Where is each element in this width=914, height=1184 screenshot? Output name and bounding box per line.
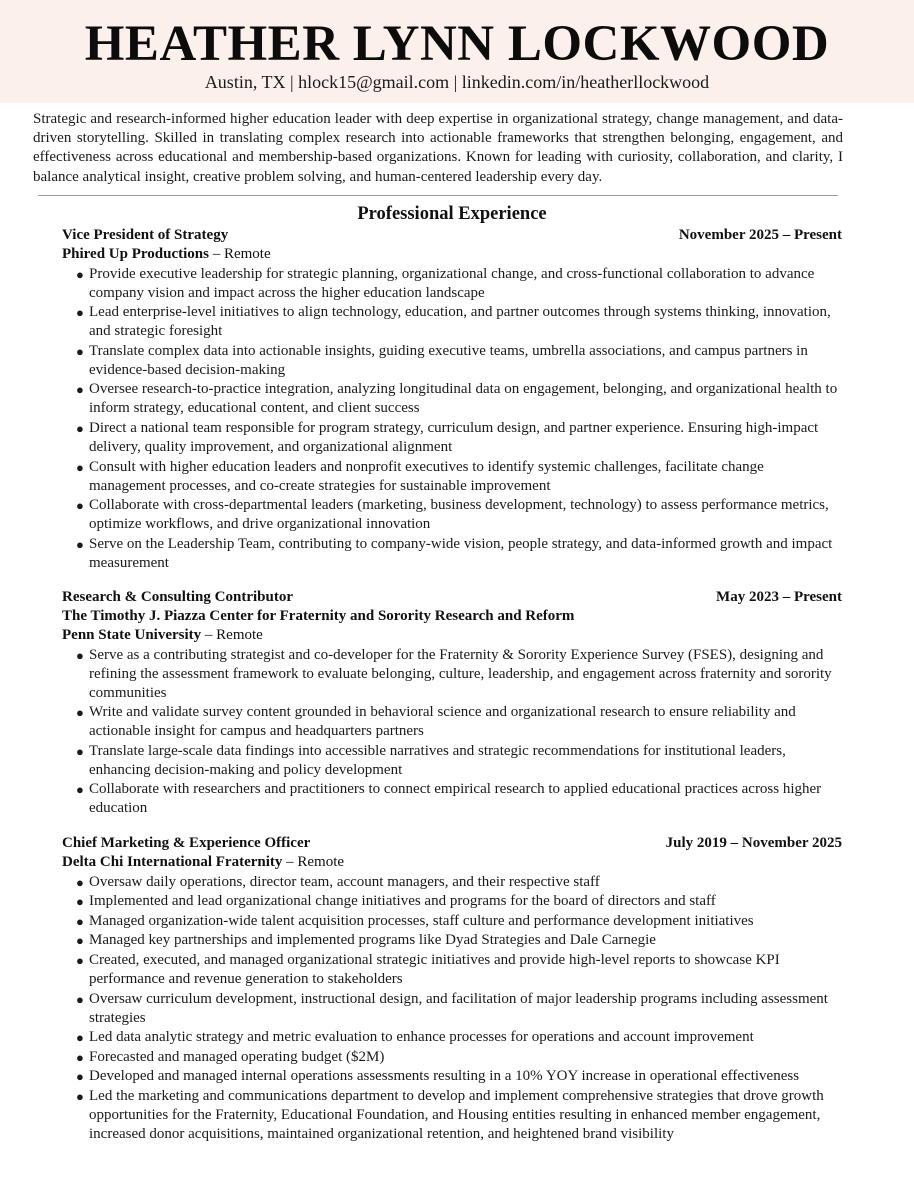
bullet-dot: ● bbox=[76, 952, 84, 968]
list-item: ● Developed and managed internal operations assessments resulting in a 10% YOY increase in operational effectiveness bbox=[76, 1068, 800, 1085]
list-item: ● Managed key partnerships and implemented programs like Dyad Strategies and Dale Carnegie bbox=[76, 932, 656, 949]
work-location: – Remote bbox=[282, 854, 345, 870]
bullet-dot: ● bbox=[76, 782, 84, 798]
list-item: ● Serve as a contributing strategist and co-developer for the Fraternity & Sorority Experience Survey (FSES), designing and refining the assessment framework to evaluate belonging, culture, leadership, and engagement across fraternity and sorority communities bbox=[76, 646, 832, 701]
list-item: ● Consult with higher education leaders and nonprofit executives to identify systemic challenges, facilitate change management processes, and co-create strategies for sustainable improvement bbox=[76, 458, 764, 494]
list-item: ● Implemented and lead organizational change initiatives and programs for the board of directors and staff bbox=[76, 893, 716, 910]
bullet-dot: ● bbox=[76, 705, 84, 721]
job-header bbox=[62, 834, 842, 853]
bullet-dot: ● bbox=[76, 894, 84, 910]
job-entry bbox=[62, 588, 842, 818]
bullet-dot: ● bbox=[76, 498, 84, 514]
job-header bbox=[62, 588, 842, 607]
bullet-dot: ● bbox=[76, 1049, 84, 1065]
bullet-dot: ● bbox=[76, 305, 84, 321]
bullet-dot: ● bbox=[76, 420, 84, 436]
bullet-dot: ● bbox=[76, 266, 84, 282]
job-entry bbox=[62, 834, 842, 1144]
list-item: ● Translate large-scale data findings into accessible narratives and strategic recommendations for institutional leaders, enhancing decision-making and policy development bbox=[76, 742, 786, 778]
candidate-name: HEATHER LYNN LOCKWOOD bbox=[84, 16, 830, 72]
list-item: ● Provide executive leadership for strategic planning, organizational change, and cross-functional collaboration to advance company vision and impact across the higher education landscape bbox=[76, 265, 815, 301]
org-line bbox=[62, 245, 842, 264]
bullet-dot: ● bbox=[76, 1030, 84, 1046]
list-item: ● Direct a national team responsible for program strategy, curriculum design, and partner experience. Ensuring high-impact delivery, quality improvement, and organizational alignment bbox=[76, 419, 819, 455]
bullet-dot: ● bbox=[76, 343, 84, 359]
job-title: Research & Consulting Contributor bbox=[62, 589, 293, 605]
bullet-dot: ● bbox=[76, 991, 84, 1007]
job-dates: July 2019 – November 2025 bbox=[665, 835, 842, 851]
job-entry bbox=[62, 226, 842, 573]
bullet-dot: ● bbox=[76, 913, 84, 929]
list-item: ● Oversee research-to-practice integration, analyzing longitudinal data on engagement, belonging, and organizational health to inform strategy, educational content, and client success bbox=[76, 381, 838, 417]
list-item: ● Led the marketing and communications department to develop and implement comprehensive strategies that drove growth opportunities for the Fraternity, Educational Foundation, and Housing entities resulting in enhanced member engagement, increased donor acquisitions, maintained organizational retention, and heightened brand visibility bbox=[76, 1087, 824, 1142]
list-item: ● Oversaw curriculum development, instructional design, and facilitation of major leadership programs including assessment strategies bbox=[76, 990, 828, 1026]
bullet-dot: ● bbox=[76, 1069, 84, 1085]
list-item: ● Translate complex data into actionable insights, guiding executive teams, umbrella associations, and campus partners in evidence-based decision-making bbox=[76, 342, 808, 378]
job-title: Vice President of Strategy bbox=[62, 227, 229, 243]
bullet-dot: ● bbox=[76, 382, 84, 398]
bullet-list bbox=[62, 646, 842, 819]
list-item: ● Write and validate survey content grounded in behavioral science and organizational research to ensure reliability and actionable insight for campus and headquarters partners bbox=[76, 704, 796, 740]
work-location: – Remote bbox=[208, 246, 271, 262]
list-item: ● Forecasted and managed operating budget ($2M) bbox=[76, 1048, 385, 1065]
bullet-dot: ● bbox=[76, 933, 84, 949]
bullet-dot: ● bbox=[76, 874, 84, 890]
bullet-list bbox=[62, 873, 842, 1144]
bullet-dot: ● bbox=[76, 459, 84, 475]
divider bbox=[38, 195, 838, 196]
org-name: The Timothy J. Piazza Center for Fraternity and Sorority Research and Reform bbox=[62, 608, 575, 624]
list-item: ● Lead enterprise-level initiatives to align technology, education, and partner outcomes through systems thinking, innovation, and strategic foresight bbox=[76, 304, 831, 340]
list-item: ● Collaborate with cross-departmental leaders (marketing, business development, technology) to assess performance metrics, optimize workflows, and drive organizational innovation bbox=[76, 497, 829, 533]
org-line bbox=[62, 626, 842, 645]
list-item: ● Led data analytic strategy and metric evaluation to enhance processes for operations and account improvement bbox=[76, 1029, 754, 1046]
org-line bbox=[62, 853, 842, 872]
bullet-dot: ● bbox=[76, 536, 84, 552]
work-location: – Remote bbox=[201, 627, 263, 643]
job-dates: May 2023 – Present bbox=[716, 589, 842, 605]
org-name: Delta Chi International Fraternity bbox=[62, 854, 283, 870]
bullet-dot: ● bbox=[76, 743, 84, 759]
bullet-dot: ● bbox=[76, 1088, 84, 1104]
org-line bbox=[62, 607, 842, 626]
header-band bbox=[0, 0, 914, 103]
bullet-dot: ● bbox=[76, 647, 84, 663]
list-item: ● Managed organization-wide talent acquisition processes, staff culture and performance development initiatives bbox=[76, 912, 754, 929]
list-item: ● Collaborate with researchers and practitioners to connect empirical research to applied educational practices across higher education bbox=[76, 781, 822, 817]
section-title-experience: Professional Experience bbox=[357, 204, 547, 224]
professional-summary: Strategic and research-informed higher education leader with deep expertise in organizational strategy, change management, and data-driven storytelling. Skilled in translating complex research into actionable frameworks that strengthen belonging, engagement, and effectiveness across educational and membership-based organizations. Known for leading with curiosity, collaboration, and clarity, I balance analytical insight, creative problem solving, and human-centered leadership every day. bbox=[33, 111, 843, 185]
job-dates: November 2025 – Present bbox=[678, 227, 842, 243]
job-header bbox=[62, 226, 842, 245]
org-name: Phired Up Productions bbox=[62, 246, 209, 262]
org-name: Penn State University bbox=[62, 627, 202, 643]
job-title: Chief Marketing & Experience Officer bbox=[62, 835, 311, 851]
list-item: ● Serve on the Leadership Team, contributing to company-wide vision, people strategy, and data-informed growth and impact measurement bbox=[76, 535, 833, 571]
list-item: ● Oversaw daily operations, director team, account managers, and their respective staff bbox=[76, 873, 600, 890]
bullet-list bbox=[62, 265, 842, 573]
contact-line: Austin, TX | hlock15@gmail.com | linkedin.com/in/heatherllockwood bbox=[204, 72, 710, 92]
list-item: ● Created, executed, and managed organizational strategic initiatives and provide high-level reports to showcase KPI performance and revenue generation to stakeholders bbox=[76, 951, 780, 987]
